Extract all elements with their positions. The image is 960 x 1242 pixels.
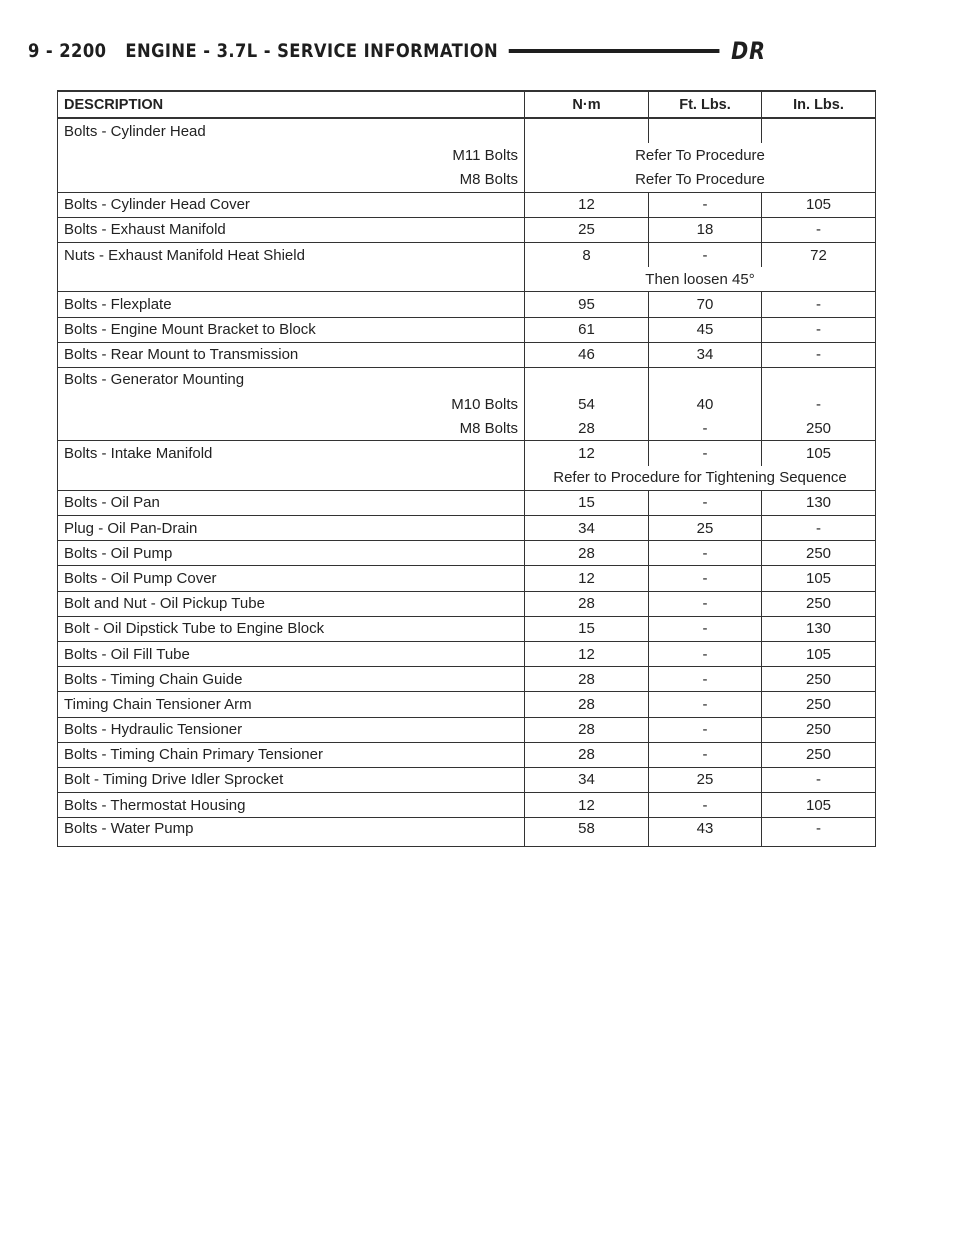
table-row [58, 566, 876, 591]
row-nm-value: 12 [525, 441, 649, 466]
table-row [58, 818, 876, 847]
row-in-lbs-value: - [762, 317, 876, 342]
row-in-lbs-value: - [762, 342, 876, 367]
row-nm-value: 15 [525, 490, 649, 515]
row-nm-value: 28 [525, 416, 649, 441]
table-row [58, 742, 876, 767]
page-header [28, 36, 766, 66]
table-row [58, 641, 876, 666]
row-ft-lbs-value: 18 [649, 217, 762, 242]
row-ft-lbs-value: 40 [649, 392, 762, 416]
row-ft-lbs-value: 43 [649, 818, 762, 847]
row-note: Refer To Procedure [525, 167, 876, 192]
row-ft-lbs-value [649, 118, 762, 143]
page-number: 9 - 2200 [28, 40, 107, 62]
table-row [58, 118, 876, 143]
row-nm-value: 28 [525, 692, 649, 717]
col-header-ft-lbs: Ft. Lbs. [649, 91, 762, 118]
row-ft-lbs-value: - [649, 742, 762, 767]
row-ft-lbs-value: - [649, 416, 762, 441]
row-description: Bolts - Oil Pan [58, 490, 525, 515]
row-nm-value: 95 [525, 292, 649, 317]
row-ft-lbs-value: 45 [649, 317, 762, 342]
col-header-description: DESCRIPTION [58, 91, 525, 118]
row-description: Timing Chain Tensioner Arm [58, 692, 525, 717]
row-description: Bolts - Timing Chain Guide [58, 667, 525, 692]
table-row [58, 490, 876, 515]
row-sub-description: M8 Bolts [58, 416, 525, 441]
row-nm-value: 34 [525, 767, 649, 792]
model-logo: DR [731, 37, 766, 65]
row-nm-value: 28 [525, 591, 649, 616]
row-sub-description: M11 Bolts [58, 143, 525, 167]
row-in-lbs-value [762, 118, 876, 143]
row-ft-lbs-value: - [649, 692, 762, 717]
row-nm-value: 15 [525, 616, 649, 641]
table-row [58, 367, 876, 392]
row-description: Bolts - Oil Fill Tube [58, 641, 525, 666]
row-nm-value: 12 [525, 641, 649, 666]
row-in-lbs-value: - [762, 767, 876, 792]
row-nm-value: 8 [525, 242, 649, 267]
table-row [58, 392, 876, 416]
row-ft-lbs-value: - [649, 192, 762, 217]
header-rule [508, 49, 719, 53]
table-row [58, 267, 876, 292]
table-row [58, 342, 876, 367]
table-body [58, 118, 876, 847]
table-row [58, 143, 876, 167]
row-in-lbs-value: 105 [762, 192, 876, 217]
row-in-lbs-value: 250 [762, 541, 876, 566]
row-ft-lbs-value: - [649, 616, 762, 641]
col-header-in-lbs: In. Lbs. [762, 91, 876, 118]
row-in-lbs-value: 130 [762, 490, 876, 515]
row-note: Refer to Procedure for Tightening Sequence [525, 466, 876, 491]
row-ft-lbs-value: - [649, 667, 762, 692]
row-ft-lbs-value: - [649, 541, 762, 566]
row-nm-value: 58 [525, 818, 649, 847]
row-nm-value: 12 [525, 192, 649, 217]
row-nm-value: 28 [525, 541, 649, 566]
table-header-row [58, 91, 876, 118]
row-ft-lbs-value: - [649, 591, 762, 616]
row-ft-lbs-value: - [649, 490, 762, 515]
row-description: Bolts - Cylinder Head [58, 118, 525, 143]
row-ft-lbs-value: 25 [649, 767, 762, 792]
row-nm-value: 28 [525, 742, 649, 767]
row-ft-lbs-value: - [649, 242, 762, 267]
row-in-lbs-value [762, 367, 876, 392]
row-nm-value [525, 118, 649, 143]
row-in-lbs-value: 105 [762, 793, 876, 818]
table-row [58, 541, 876, 566]
row-in-lbs-value: 250 [762, 717, 876, 742]
row-in-lbs-value: 250 [762, 667, 876, 692]
table-row [58, 466, 876, 491]
row-in-lbs-value: 250 [762, 692, 876, 717]
row-in-lbs-value: 105 [762, 441, 876, 466]
row-nm-value: 12 [525, 793, 649, 818]
table-row [58, 217, 876, 242]
row-ft-lbs-value [649, 367, 762, 392]
table-row [58, 692, 876, 717]
row-nm-value: 25 [525, 217, 649, 242]
row-sub-description: M8 Bolts [58, 167, 525, 192]
table-row [58, 416, 876, 441]
row-in-lbs-value: 250 [762, 416, 876, 441]
row-description: Bolts - Oil Pump Cover [58, 566, 525, 591]
row-description: Bolts - Flexplate [58, 292, 525, 317]
row-in-lbs-value: - [762, 516, 876, 541]
row-in-lbs-value: 130 [762, 616, 876, 641]
row-description: Bolts - Rear Mount to Transmission [58, 342, 525, 367]
row-in-lbs-value: 250 [762, 742, 876, 767]
row-ft-lbs-value: 25 [649, 516, 762, 541]
row-nm-value: 34 [525, 516, 649, 541]
row-ft-lbs-value: - [649, 441, 762, 466]
row-description: Bolts - Thermostat Housing [58, 793, 525, 818]
table-row [58, 616, 876, 641]
row-nm-value: 12 [525, 566, 649, 591]
row-ft-lbs-value: - [649, 566, 762, 591]
row-in-lbs-value: 105 [762, 641, 876, 666]
row-in-lbs-value: - [762, 217, 876, 242]
row-in-lbs-value: - [762, 392, 876, 416]
row-ft-lbs-value: 70 [649, 292, 762, 317]
row-in-lbs-value: 250 [762, 591, 876, 616]
row-description: Plug - Oil Pan-Drain [58, 516, 525, 541]
table-row [58, 516, 876, 541]
row-ft-lbs-value: - [649, 717, 762, 742]
row-nm-value: 28 [525, 667, 649, 692]
row-in-lbs-value: - [762, 818, 876, 847]
row-ft-lbs-value: - [649, 793, 762, 818]
row-description: Bolt and Nut - Oil Pickup Tube [58, 591, 525, 616]
row-nm-value: 61 [525, 317, 649, 342]
table-row [58, 317, 876, 342]
table-row [58, 717, 876, 742]
row-sub-description: M10 Bolts [58, 392, 525, 416]
row-nm-value: 28 [525, 717, 649, 742]
row-ft-lbs-value: - [649, 641, 762, 666]
row-nm-value [525, 367, 649, 392]
row-description: Bolts - Exhaust Manifold [58, 217, 525, 242]
row-description: Bolts - Generator Mounting [58, 367, 525, 392]
row-description: Bolts - Cylinder Head Cover [58, 192, 525, 217]
row-ft-lbs-value: 34 [649, 342, 762, 367]
row-description [58, 466, 525, 491]
row-description: Bolts - Timing Chain Primary Tensioner [58, 742, 525, 767]
table-row [58, 167, 876, 192]
row-note: Refer To Procedure [525, 143, 876, 167]
row-in-lbs-value: 105 [762, 566, 876, 591]
row-description: Bolt - Oil Dipstick Tube to Engine Block [58, 616, 525, 641]
row-in-lbs-value: - [762, 292, 876, 317]
row-note: Then loosen 45° [525, 267, 876, 292]
table-row [58, 242, 876, 267]
row-description [58, 267, 525, 292]
page-title: ENGINE - 3.7L - SERVICE INFORMATION [125, 40, 499, 62]
row-description: Bolts - Intake Manifold [58, 441, 525, 466]
table-row [58, 292, 876, 317]
table-row [58, 667, 876, 692]
table-row [58, 767, 876, 792]
row-description: Bolts - Engine Mount Bracket to Block [58, 317, 525, 342]
table-row [58, 192, 876, 217]
table-row [58, 591, 876, 616]
row-description: Bolts - Oil Pump [58, 541, 525, 566]
row-description: Bolts - Hydraulic Tensioner [58, 717, 525, 742]
col-header-nm: N·m [525, 91, 649, 118]
row-description: Bolts - Water Pump [58, 818, 525, 847]
table-row [58, 441, 876, 466]
row-nm-value: 54 [525, 392, 649, 416]
row-description: Nuts - Exhaust Manifold Heat Shield [58, 242, 525, 267]
row-description: Bolt - Timing Drive Idler Sprocket [58, 767, 525, 792]
row-nm-value: 46 [525, 342, 649, 367]
torque-spec-table [57, 90, 876, 847]
table-row [58, 793, 876, 818]
row-in-lbs-value: 72 [762, 242, 876, 267]
